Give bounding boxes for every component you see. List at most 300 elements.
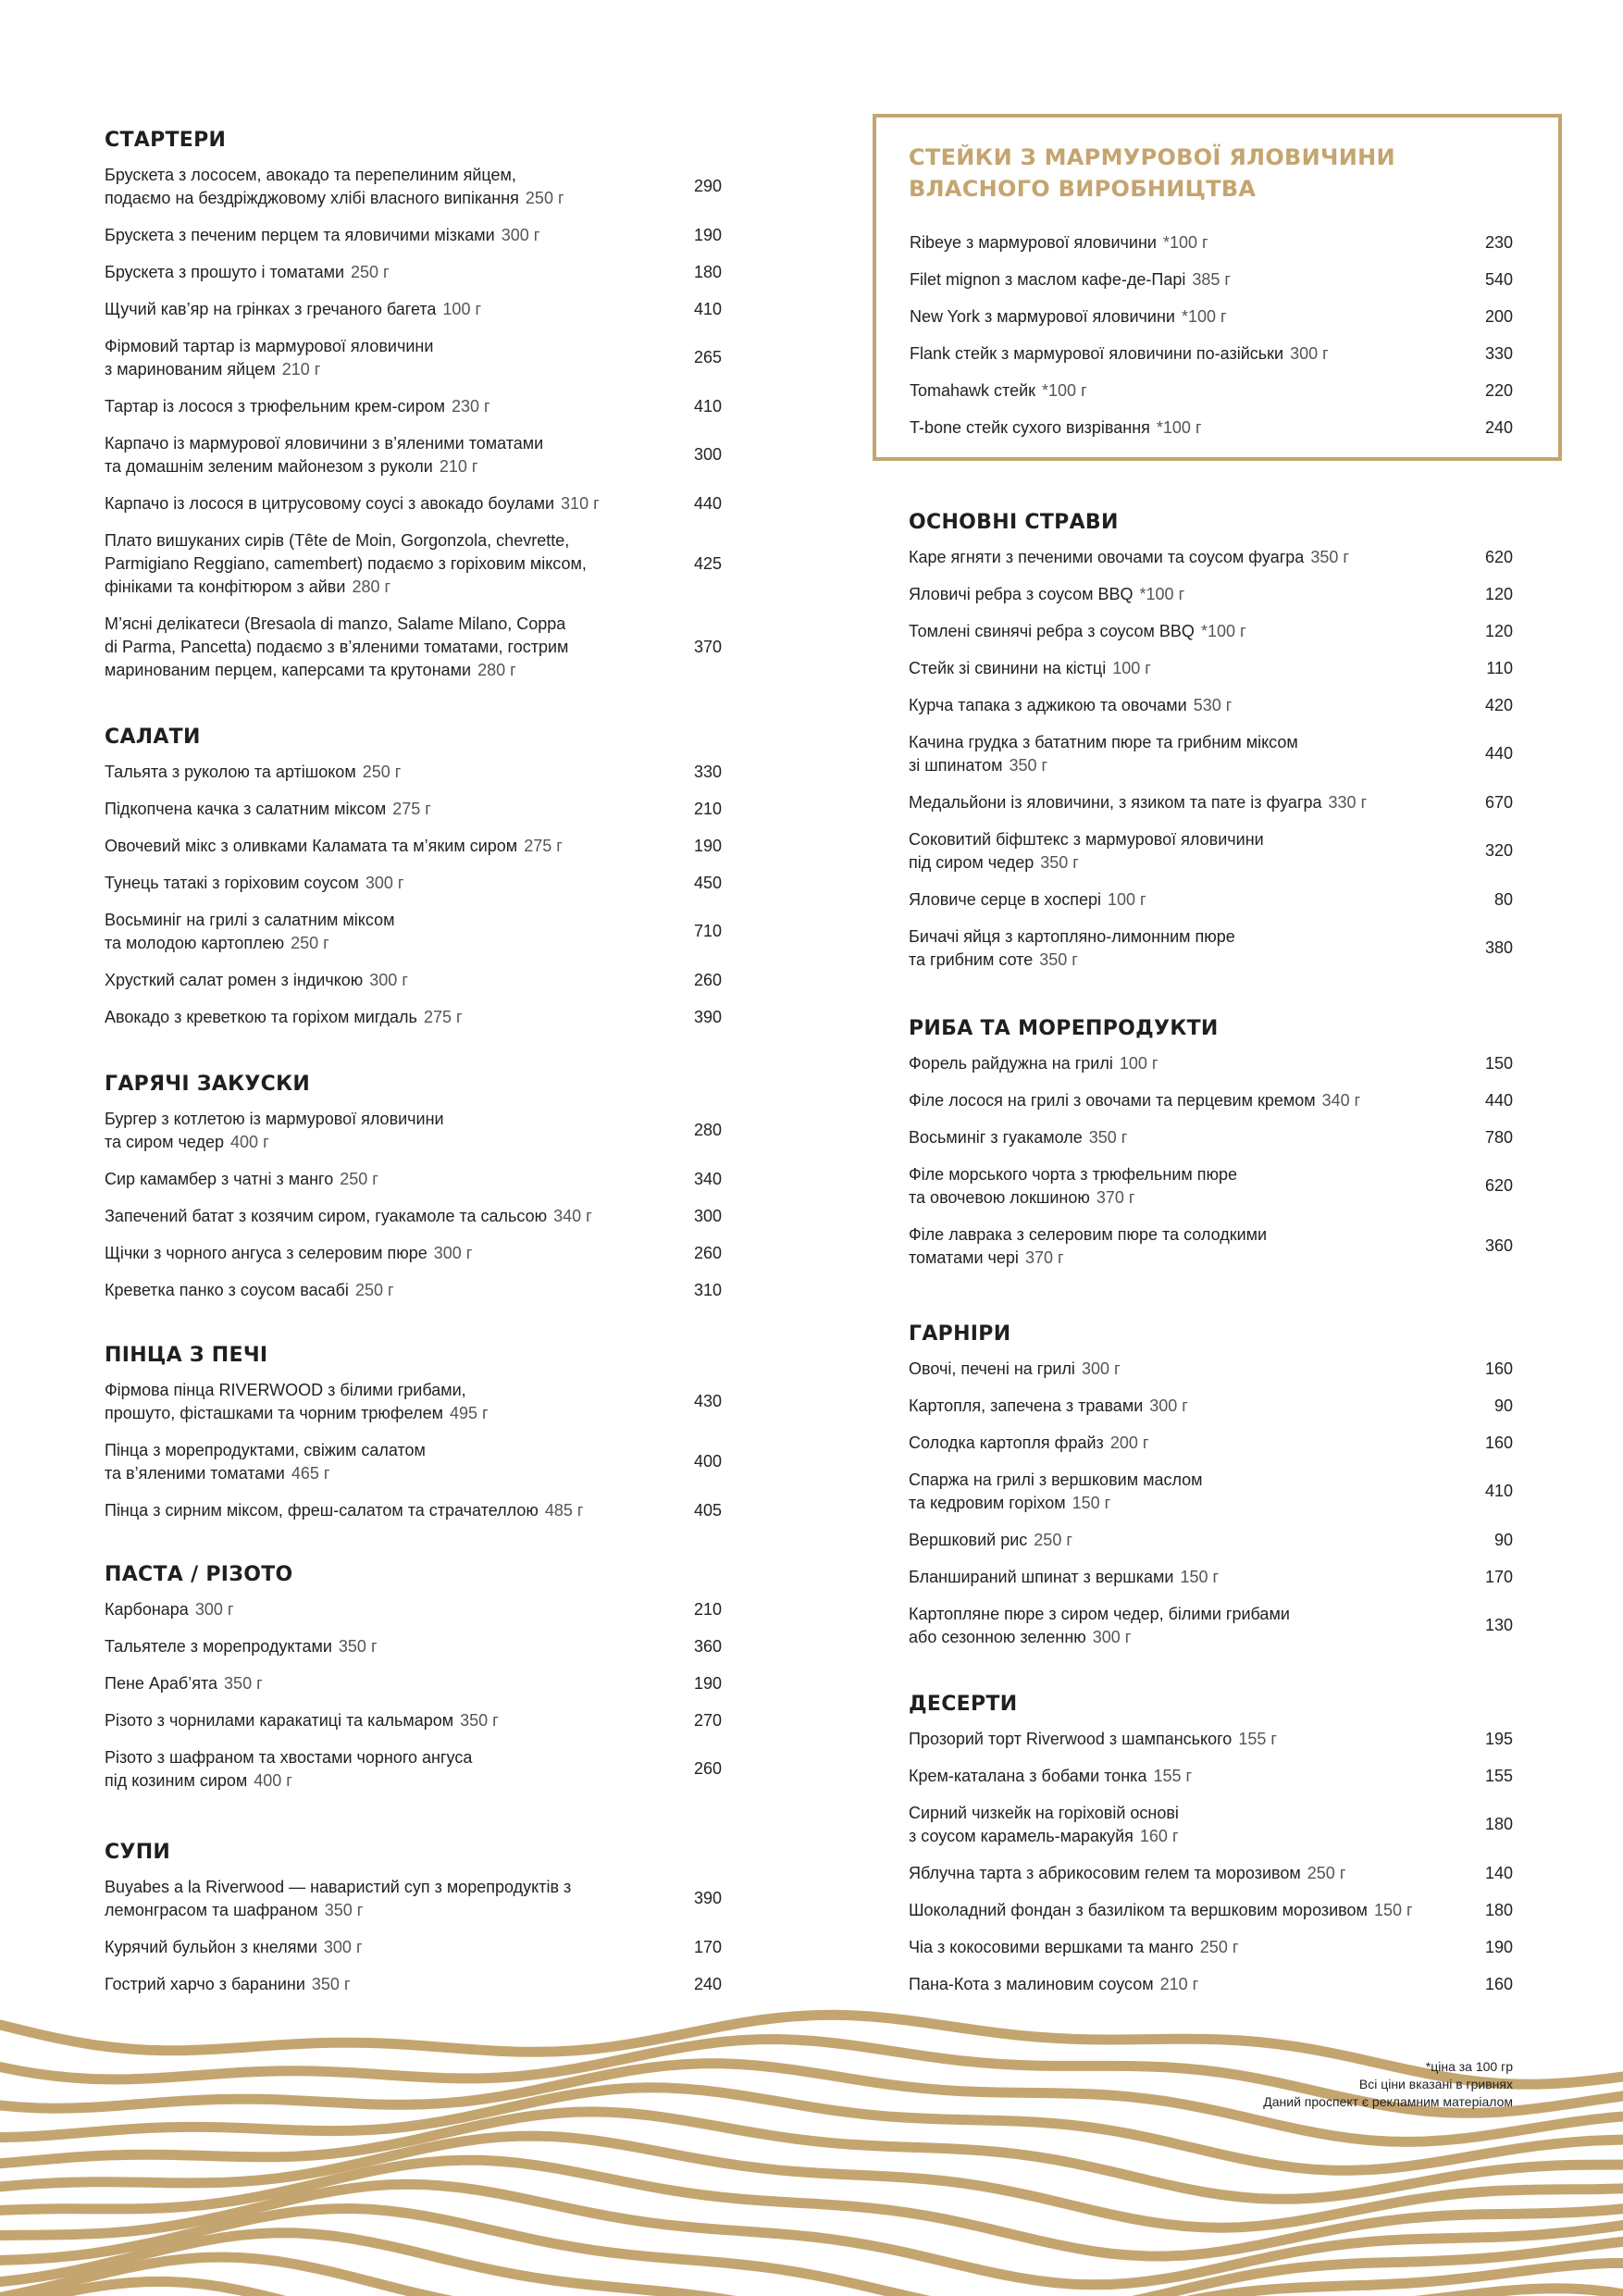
menu-item-price: 620 [1484, 1176, 1513, 1195]
menu-item-name-line [105, 1006, 463, 1029]
menu-item-description [105, 613, 568, 682]
menu-item-weight: 275 г [423, 1007, 463, 1026]
menu-item [909, 1082, 1513, 1119]
menu-item-name-line [909, 1163, 1237, 1186]
menu-item-name: Buyabes a la Riverwood — наваристий суп з морепродуктів з [105, 1877, 572, 1896]
menu-item-description [105, 835, 563, 858]
footnote [1263, 2058, 1513, 2111]
menu-item-price: 310 [693, 1280, 722, 1299]
menu-item-description [105, 1709, 499, 1732]
menu-item-name-line [909, 1223, 1267, 1247]
menu-item-price: 390 [693, 1007, 722, 1026]
menu-item-name: Філе лаврака з селеровим пюре та солодкими [909, 1224, 1268, 1244]
menu-item-weight: 210 г [281, 359, 321, 379]
menu-item-weight: 275 г [392, 799, 431, 818]
menu-item-description [105, 298, 481, 321]
menu-item-weight: 100 г [1108, 889, 1146, 909]
menu-item-weight: 350 г [1039, 949, 1078, 969]
menu-item [105, 1591, 722, 1628]
menu-item [909, 650, 1513, 687]
menu-item [910, 298, 1513, 335]
menu-section [909, 1013, 1513, 1276]
menu-item-price: 300 [693, 1206, 722, 1225]
menu-item [909, 1045, 1513, 1082]
menu-item [105, 901, 722, 962]
menu-item-price: 330 [693, 762, 722, 781]
section-item-list [105, 1371, 722, 1529]
menu-item-name-line [909, 1802, 1179, 1825]
menu-item-weight: 150 г [1180, 1567, 1220, 1586]
menu-item-name-line [910, 268, 1231, 292]
menu-item-weight: 150 г [1373, 1900, 1413, 1919]
menu-item-price: 290 [693, 177, 722, 195]
menu-item-name-line [909, 1862, 1345, 1885]
menu-item-name: Спаржа на грилі з вершковим маслом [909, 1470, 1203, 1489]
menu-item-price: 280 [693, 1121, 722, 1139]
menu-item-price: 160 [1484, 1359, 1513, 1378]
menu-item-name-line [105, 1899, 571, 1922]
menu-item-price: 620 [1484, 547, 1513, 566]
menu-item [909, 539, 1513, 576]
menu-item [105, 1966, 722, 2003]
menu-item-name: Восьминіг з гуакамоле [909, 1127, 1083, 1147]
section-item-list [105, 1868, 722, 2003]
menu-item-name: Овочевий мікс з оливками Каламата та м’яким сиром [105, 836, 518, 855]
menu-item-price: 540 [1484, 269, 1513, 289]
menu-item-price: 130 [1484, 1616, 1513, 1634]
menu-item [909, 1521, 1513, 1558]
menu-item-description [909, 1765, 1192, 1788]
menu-item-description [909, 1936, 1238, 1959]
menu-item [105, 1702, 722, 1739]
menu-item-name-line [909, 791, 1367, 814]
menu-item-name-line [910, 231, 1208, 254]
menu-item-name-line [105, 761, 401, 784]
menu-item-name-line [105, 659, 568, 682]
menu-item-price: 710 [693, 922, 722, 940]
menu-item-price: 270 [693, 1710, 722, 1730]
menu-item-name: та в’яленими томатами [105, 1463, 285, 1483]
menu-item-weight: 495 г [449, 1403, 489, 1422]
menu-item-weight: 300 г [433, 1243, 473, 1262]
menu-item [909, 1855, 1513, 1892]
menu-item-name: Вершковий рис [909, 1530, 1028, 1549]
menu-item-price: 340 [693, 1169, 722, 1188]
menu-item-price: 300 [693, 445, 722, 464]
menu-item-description [909, 1529, 1072, 1552]
menu-item-name-line [105, 224, 539, 247]
section-title: СТАРТЕРИ [105, 129, 227, 152]
menu-item-name: Бланшираний шпинат з вершками [909, 1567, 1174, 1586]
menu-item-price: 260 [693, 1243, 722, 1262]
menu-item-price: 150 [1484, 1053, 1513, 1073]
menu-item-name-line [909, 1603, 1290, 1626]
menu-item-name: Запечений батат з козячим сиром, гуакамоле та сальсою [105, 1206, 548, 1225]
menu-item-description [910, 379, 1087, 403]
menu-item-name-line [909, 1492, 1203, 1515]
menu-section [105, 1837, 722, 2003]
menu-item-description [909, 1052, 1158, 1075]
menu-item [909, 1156, 1513, 1216]
menu-item [910, 409, 1513, 446]
menu-item-name-line [910, 416, 1202, 440]
menu-item-name: Різото з шафраном та хвостами чорного ангуса [105, 1747, 473, 1767]
menu-item-description [909, 1163, 1237, 1210]
section-title: САЛАТИ [105, 726, 201, 749]
menu-item-weight: 150 г [1072, 1493, 1111, 1512]
menu-item [910, 335, 1513, 372]
menu-item-weight: 340 г [1321, 1090, 1361, 1110]
menu-item-name: М’ясні делікатеси (Bresaola di manzo, Salame Milano, Coppa [105, 614, 566, 633]
menu-item-name: Каре ягняти з печеними овочами та соусом фуагра [909, 547, 1305, 566]
menu-item-weight: *100 г [1042, 380, 1087, 400]
menu-item-name-line [909, 925, 1235, 949]
menu-item [909, 1119, 1513, 1156]
menu-item-name: прошуто, фісташками та чорним трюфелем [105, 1403, 443, 1422]
menu-item-name: томатами чері [909, 1247, 1019, 1267]
section-title: ПІНЦА З ПЕЧІ [105, 1344, 268, 1367]
menu-item-name-line [105, 932, 394, 955]
menu-item-weight: 250 г [351, 262, 390, 281]
menu-item-name: Томлені свинячі ребра з соусом BBQ [909, 621, 1195, 640]
menu-item-description [105, 1439, 426, 1485]
menu-item-name: Гострий харчо з баранини [105, 1974, 305, 1993]
menu-item-weight: 350 г [311, 1974, 351, 1993]
menu-item [105, 425, 722, 485]
menu-item-price: 425 [693, 553, 722, 573]
menu-item-name-line [105, 835, 563, 858]
menu-item-description [909, 1358, 1121, 1381]
menu-item-name-line [105, 552, 587, 576]
menu-item-name: Чіа з кокосовими вершками та манго [909, 1937, 1194, 1956]
menu-item-name-line [105, 1242, 472, 1265]
menu-item-weight: 100 г [1119, 1053, 1158, 1073]
menu-item-name: та молодою картоплею [105, 933, 285, 952]
menu-item-name-line [909, 1247, 1267, 1270]
menu-item-name: Креветка панко з соусом васабі [105, 1280, 349, 1299]
menu-item-weight: 530 г [1193, 695, 1233, 714]
menu-item [909, 724, 1513, 784]
footnote-currency: Всі ціни вказані в гривнях [1358, 2077, 1513, 2091]
menu-item-weight: 300 г [369, 970, 408, 989]
menu-item-weight: 350 г [1088, 1127, 1128, 1147]
menu-item-name: Яловичі ребра з соусом BBQ [909, 584, 1134, 603]
menu-item-name-line [909, 1626, 1290, 1649]
menu-item-name: або сезонною зеленню [909, 1627, 1086, 1646]
menu-item-name: Тальята з руколою та артішоком [105, 762, 356, 781]
menu-item-price: 430 [693, 1392, 722, 1410]
menu-section [909, 1319, 1513, 1656]
menu-item [909, 784, 1513, 821]
menu-item-name-line [909, 888, 1146, 912]
menu-item-name: подаємо на бездріжджовому хлібі власного випікання [105, 188, 519, 207]
menu-section [105, 125, 722, 689]
menu-item [105, 328, 722, 388]
steaks-title: СТЕЙКИ З МАРМУРОВОЇ ЯЛОВИЧИНИ ВЛАСНОГО ВИРОБНИЦТВА [909, 144, 1395, 202]
menu-item [909, 1595, 1513, 1656]
menu-item-name-line [105, 1499, 583, 1522]
menu-item-price: 190 [693, 1673, 722, 1693]
menu-item-description [105, 492, 600, 515]
menu-item-name-line [105, 1439, 426, 1462]
menu-item-weight: 250 г [340, 1169, 378, 1188]
menu-section [105, 1340, 722, 1529]
menu-item-name: di Parma, Pancetta) подаємо з в’яленими томатами, гострим [105, 637, 569, 656]
menu-item-price: 440 [1484, 744, 1513, 763]
menu-item-description [105, 1242, 472, 1265]
menu-item-price: 240 [1484, 417, 1513, 437]
menu-item-price: 420 [1484, 695, 1513, 714]
menu-item-description [909, 1126, 1127, 1149]
menu-item-name: Брускета з прошуто і томатами [105, 262, 345, 281]
menu-item-name-line [105, 872, 403, 895]
menu-item-name-line [909, 1825, 1179, 1848]
menu-item [909, 881, 1513, 918]
menu-item-price: 220 [1484, 380, 1513, 400]
menu-item-name-line [909, 1358, 1121, 1381]
menu-item [105, 1665, 722, 1702]
menu-item-description [105, 909, 394, 955]
menu-item [105, 999, 722, 1036]
menu-item-price: 670 [1484, 792, 1513, 812]
menu-item-weight: 250 г [1034, 1530, 1072, 1549]
menu-item-name: Прозорий торт Riverwood з шампанського [909, 1729, 1233, 1748]
menu-item-description [105, 969, 408, 992]
menu-item-name-line [909, 694, 1232, 717]
menu-item-name: та овочевою локшиною [909, 1187, 1090, 1207]
menu-item-name-line [105, 395, 490, 418]
menu-item-name-line [909, 546, 1349, 569]
menu-item-weight: *100 г [1200, 621, 1246, 640]
menu-item-name: Flank стейк з мармурової яловичини по-азійськи [910, 343, 1284, 363]
menu-item-name: Бичачі яйця з картопляно-лимонним пюре [909, 926, 1235, 946]
section-item-list [909, 1350, 1513, 1656]
menu-item-price: 210 [693, 799, 722, 818]
menu-item-name-line [105, 613, 568, 636]
menu-item-name: Соковитий біфштекс з мармурової яловичини [909, 829, 1264, 849]
menu-item-name: Восьминіг на грилі з салатним міксом [105, 910, 395, 929]
menu-item-description [105, 224, 539, 247]
menu-item-weight: 465 г [291, 1463, 330, 1483]
menu-item-name-line [909, 754, 1298, 777]
menu-item-weight: 385 г [1192, 269, 1231, 289]
menu-item-weight: 350 г [1009, 755, 1048, 775]
menu-item-price: 180 [1484, 1900, 1513, 1919]
menu-item-weight: 300 г [1081, 1359, 1121, 1378]
menu-item-weight: 300 г [1092, 1627, 1132, 1646]
menu-item-name-line [105, 909, 394, 932]
menu-item-price: 360 [693, 1636, 722, 1656]
menu-item-price: 360 [1484, 1236, 1513, 1255]
menu-item-name-line [909, 1899, 1413, 1922]
menu-item-name: Філе лосося на грилі з овочами та перцевим кремом [909, 1090, 1316, 1110]
menu-item-weight: 300 г [501, 225, 540, 244]
menu-item-description [909, 620, 1246, 643]
menu-item-description [105, 1672, 263, 1695]
menu-section [105, 722, 722, 1036]
menu-item-name: Бургер з котлетою із мармурової яловичини [105, 1109, 444, 1128]
menu-item-name-line [909, 949, 1235, 972]
menu-item-description [909, 925, 1235, 972]
menu-item-name: Хрусткий салат ромен з індичкою [105, 970, 364, 989]
menu-item-price: 170 [1484, 1567, 1513, 1586]
menu-item [105, 753, 722, 790]
section-title: ПАСТА / РІЗОТО [105, 1563, 293, 1586]
menu-item-weight: 160 г [1139, 1826, 1179, 1845]
menu-item-price: 260 [693, 1759, 722, 1778]
menu-item-weight: 210 г [1159, 1974, 1199, 1993]
menu-item-description [909, 694, 1232, 717]
menu-item-name: та грибним соте [909, 949, 1034, 969]
menu-item-name-line [909, 1089, 1360, 1112]
menu-item-description [909, 1395, 1188, 1418]
steaks-list [910, 224, 1513, 446]
menu-item-weight: 100 г [1112, 658, 1151, 677]
menu-item-weight: 250 г [1307, 1863, 1346, 1882]
menu-item-name: Пана-Кота з малиновим соусом [909, 1974, 1154, 1993]
menu-item-price: 450 [693, 873, 722, 892]
menu-item-name: Тартар із лосося з трюфельним крем-сиром [105, 396, 446, 416]
menu-item-weight: 210 г [439, 456, 478, 476]
menu-item-weight: 250 г [362, 762, 402, 781]
menu-item-price: 155 [1484, 1766, 1513, 1785]
menu-item-price: 240 [693, 1974, 722, 1993]
menu-item-name-line [105, 455, 543, 478]
menu-item [909, 1424, 1513, 1461]
menu-item-description [105, 761, 401, 784]
menu-item-weight: *100 г [1181, 306, 1227, 326]
menu-item-description [909, 1862, 1345, 1885]
menu-item-name: Ribeye з мармурової яловичини [910, 232, 1157, 252]
menu-item-price: 400 [693, 1452, 722, 1471]
menu-item-name-line [909, 1936, 1238, 1959]
menu-item-name-line [105, 1635, 378, 1658]
menu-item-name-line [105, 335, 433, 358]
menu-item-name: Tomahawk стейк [910, 380, 1036, 400]
menu-item-name-line [909, 1566, 1219, 1589]
menu-item-description [105, 1108, 444, 1154]
footnote-price-per-100g: *ціна за 100 гр [1425, 2059, 1513, 2074]
menu-item-name-line [909, 731, 1298, 754]
menu-item [105, 1628, 722, 1665]
menu-item-name: Карпачо із мармурової яловичини з в’яленими томатами [105, 433, 544, 453]
menu-item [910, 261, 1513, 298]
menu-item-price: 180 [1484, 1815, 1513, 1833]
menu-item [105, 864, 722, 901]
section-item-list [909, 539, 1513, 978]
menu-item-name-line [909, 657, 1151, 680]
menu-item [105, 1432, 722, 1492]
menu-item-name: Шоколадний фондан з базиліком та вершковим морозивом [909, 1900, 1368, 1919]
menu-item-name-line [105, 432, 543, 455]
menu-item-name: Яловиче серце в хоспері [909, 889, 1102, 909]
menu-item-name: та сиром чедер [105, 1132, 225, 1151]
menu-item-description [909, 1802, 1179, 1848]
menu-item-description [909, 1089, 1360, 1112]
section-item-list [105, 156, 722, 689]
menu-item-name: Пінца з морепродуктами, свіжим салатом [105, 1440, 426, 1459]
menu-item-name: Пінца з сирним міксом, фреш-салатом та страчателлою [105, 1500, 539, 1520]
menu-item-weight: 250 г [354, 1280, 394, 1299]
menu-item-price: 80 [1493, 889, 1513, 909]
menu-item-name: з соусом карамель-маракуйя [909, 1826, 1134, 1845]
menu-item [105, 1198, 722, 1235]
menu-item-name-line [105, 492, 600, 515]
menu-item-name: Брускета з печеним перцем та яловичими мізками [105, 225, 495, 244]
menu-item-weight: 350 г [1040, 852, 1079, 872]
menu-item [909, 1558, 1513, 1595]
menu-item [105, 1272, 722, 1309]
menu-item-price: 410 [1484, 1482, 1513, 1500]
menu-item-weight: 155 г [1153, 1766, 1193, 1785]
menu-item [105, 827, 722, 864]
menu-section [909, 1689, 1513, 2003]
menu-item-price: 330 [1484, 343, 1513, 363]
menu-item-description [909, 1973, 1198, 1996]
menu-item [909, 821, 1513, 881]
menu-item-description [105, 1598, 233, 1621]
menu-item-name-line [910, 379, 1087, 403]
menu-item-description [105, 1205, 592, 1228]
menu-item-name: фініками та конфітюром з айви [105, 577, 346, 596]
menu-item-weight: *100 г [1156, 417, 1202, 437]
menu-item-price: 190 [693, 225, 722, 244]
menu-item-name: Фірмовий тартар із мармурової яловичини [105, 336, 434, 355]
menu-item-name-line [105, 969, 408, 992]
menu-item-name: під козиним сиром [105, 1770, 248, 1790]
menu-item-name-line [105, 798, 431, 821]
section-title: СУПИ [105, 1841, 171, 1864]
menu-item-name-line [909, 583, 1184, 606]
menu-item-weight: 280 г [352, 577, 391, 596]
menu-item [909, 1461, 1513, 1521]
menu-item-name-line [909, 828, 1264, 851]
menu-item-price: 170 [693, 1937, 722, 1956]
menu-item-name: Яблучна тарта з абрикосовим гелем та морозивом [909, 1863, 1301, 1882]
menu-item-weight: 100 г [442, 299, 482, 318]
section-item-list [105, 1100, 722, 1309]
section-item-list [909, 1720, 1513, 2003]
menu-item [105, 1868, 722, 1929]
decorative-waves [0, 2008, 1623, 2296]
menu-item-name-line [105, 1876, 571, 1899]
menu-item-name: Сирний чизкейк на горіховій основі [909, 1803, 1179, 1822]
menu-item [105, 485, 722, 522]
menu-item-name: Пене Араб’ята [105, 1673, 218, 1693]
steaks-box [873, 114, 1562, 461]
menu-item-description [105, 1876, 571, 1922]
menu-item-weight: 200 г [1109, 1433, 1149, 1452]
menu-item-name-line [105, 1402, 489, 1425]
menu-item-description [910, 231, 1208, 254]
menu-item-weight: 230 г [452, 396, 490, 416]
menu-item-price: 160 [1484, 1974, 1513, 1993]
section-item-list [105, 753, 722, 1036]
menu-item-name-line [105, 1131, 444, 1154]
menu-item-name-line [105, 1746, 472, 1769]
menu-item-name-line [909, 1432, 1148, 1455]
menu-item-description [909, 731, 1298, 777]
menu-item-name-line [909, 1529, 1072, 1552]
menu-item-name-line [105, 1672, 263, 1695]
menu-item-weight: 350 г [1310, 547, 1349, 566]
menu-item-name-line [105, 1379, 489, 1402]
menu-item-weight: 350 г [324, 1900, 364, 1919]
menu-item-description [909, 1728, 1277, 1751]
menu-item-name-line [105, 1973, 351, 1996]
menu-item-price: 90 [1493, 1396, 1513, 1415]
menu-item-name: під сиром чедер [909, 852, 1035, 872]
